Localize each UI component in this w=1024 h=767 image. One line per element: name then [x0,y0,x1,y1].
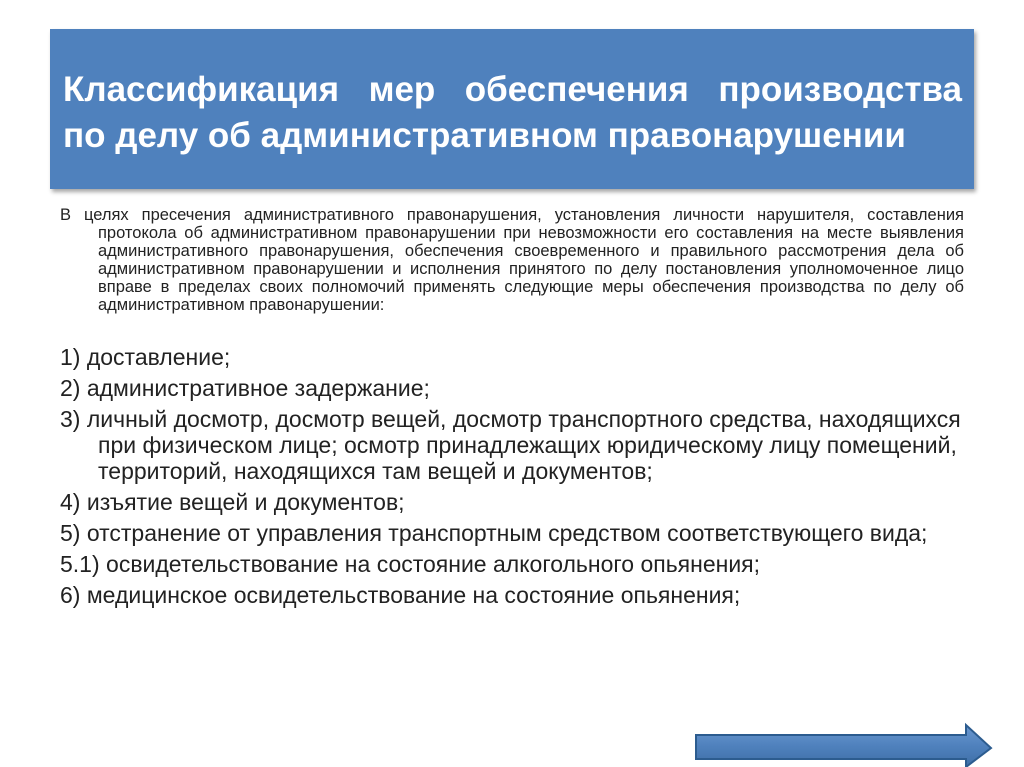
right-arrow-icon[interactable] [694,721,994,767]
list-item: 3) личный досмотр, досмотр вещей, досмотр транспортного средства, находящихся при физическом лице; осмотр принадлежащих юридическому лицу помещений, территорий, находящихся там вещей и документов; [60,406,961,484]
list-item: 4) изъятие вещей и документов; [60,489,405,515]
title-line-1: Классификация мер обеспечения производства [63,70,962,109]
title-line-2: по делу об административном правонарушении [63,116,906,155]
intro-paragraph: В целях пресечения административного правонарушения, установления личности нарушителя, составления протокола об административном правонарушении при невозможности его составления на месте выявления административного правонарушения, обеспечения своевременного и правильного рассмотрения дела об административном правонарушении и исполнения принятого по делу постановления уполномоченное лицо вправе в пределах своих полномочий применять следующие меры обеспечения производства по делу об административном правонарушении: [60,206,964,314]
list-item: 5) отстранение от управления транспортным средством соответствующего вида; [60,520,928,546]
list-item: 2) административное задержание; [60,375,430,401]
list-item: 1) доставление; [60,344,231,370]
title-box [50,29,974,189]
list-item: 5.1) освидетельствование на состояние алкогольного опьянения; [60,551,761,577]
measures-list [60,344,980,613]
list-item: 6) медицинское освидетельствование на состояние опьянения; [60,582,741,608]
